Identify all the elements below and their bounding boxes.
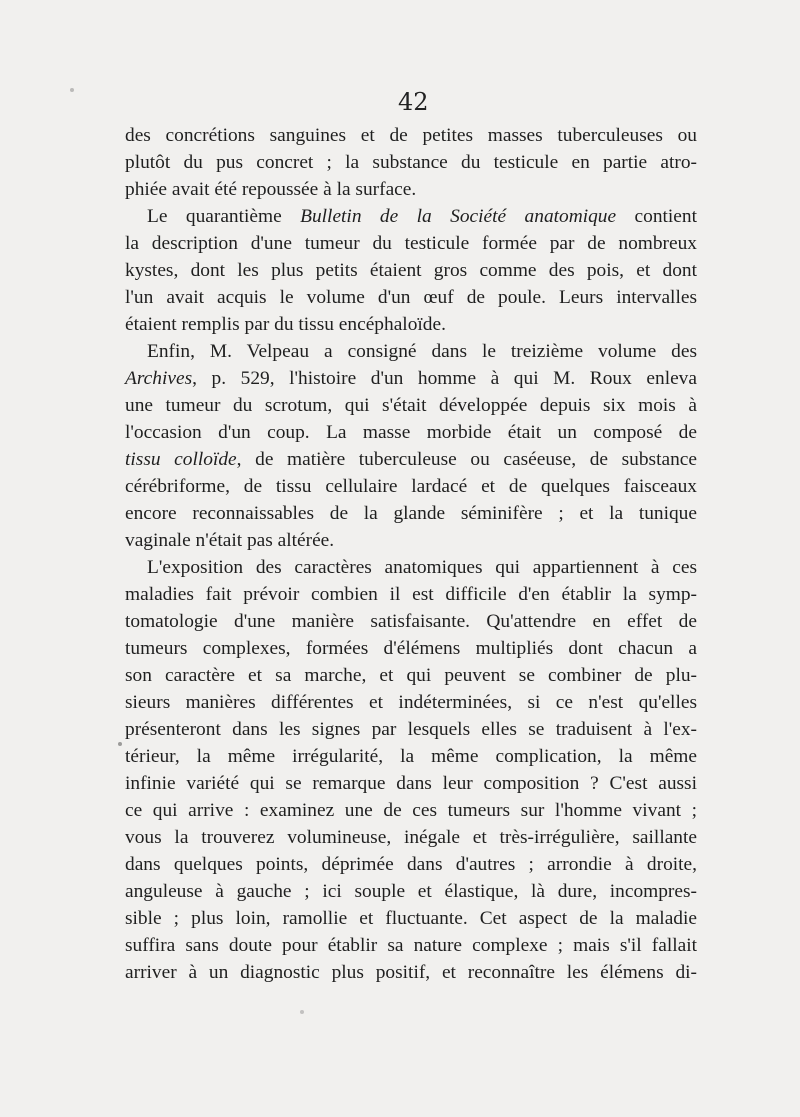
text-line (125, 716, 697, 743)
page-number: 42 (398, 88, 429, 116)
ink-speck (70, 88, 74, 92)
text-run: une tumeur du scrotum, qui s'était développée depuis six mois à (125, 395, 697, 416)
text-run: encore reconnaissables de la glande séminifère ; et la tunique (125, 503, 697, 524)
text-line (125, 176, 697, 203)
text-line (125, 392, 697, 419)
text-run: la description d'une tumeur du testicule formée par de nombreux (125, 233, 697, 254)
text-run: infinie variété qui se remarque dans leur composition ? C'est aussi (125, 773, 697, 794)
text-line (125, 662, 697, 689)
text-run: sieurs manières différentes et indéterminées, si ce n'est qu'elles (125, 692, 697, 713)
text-run: présenteront dans les signes par lesquels elles se traduisent à l'ex- (125, 719, 697, 740)
text-line (125, 878, 697, 905)
ink-speck (300, 1010, 304, 1014)
text-line (125, 122, 697, 149)
italic-text: Bulletin de la Société anatomique (300, 206, 617, 227)
text-run: anguleuse à gauche ; ici souple et élastique, là dure, incompres- (125, 881, 697, 902)
text-run: des concrétions sanguines et de petites masses tuberculeuses ou (125, 125, 697, 146)
text-line (125, 581, 697, 608)
text-run: l'occasion d'un coup. La masse morbide était un composé de (125, 422, 697, 443)
text-run: suffira sans doute pour établir sa nature complexe ; mais s'il fallait (125, 935, 697, 956)
text-run: ce qui arrive : examinez une de ces tumeurs sur l'homme vivant ; (125, 800, 697, 821)
text-run: son caractère et sa marche, et qui peuvent se combiner de plu- (125, 665, 697, 686)
text-run: phiée avait été repoussée à la surface. (125, 179, 417, 200)
text-line (125, 851, 697, 878)
text-line (125, 230, 697, 257)
text-line (125, 905, 697, 932)
italic-text: tissu colloïde (125, 449, 237, 470)
ink-speck (118, 742, 122, 746)
text-run: , de matière tuberculeuse ou caséeuse, de substance (236, 449, 698, 470)
text-line (125, 932, 697, 959)
text-line (125, 419, 697, 446)
text-run: tomatologie d'une manière satisfaisante. Qu'attendre en effet de (125, 611, 697, 632)
text-run: contient (616, 206, 697, 227)
italic-text: Archives (125, 368, 193, 389)
text-line (125, 959, 697, 986)
text-run: térieur, la même irrégularité, la même complication, la même (125, 746, 697, 767)
text-line (125, 554, 697, 581)
body-text (125, 122, 697, 986)
text-line (125, 689, 697, 716)
text-run: vous la trouverez volumineuse, inégale et très-irrégulière, saillante (125, 827, 697, 848)
text-run: étaient remplis par du tissu encéphaloïde. (125, 314, 446, 335)
text-run: sible ; plus loin, ramollie et fluctuante. Cet aspect de la maladie (125, 908, 697, 929)
text-line (125, 770, 697, 797)
text-run: L'exposition des caractères anatomiques qui appartiennent à ces (147, 557, 697, 578)
text-line (125, 257, 697, 284)
text-run: tumeurs complexes, formées d'élémens multipliés dont chacun a (125, 638, 697, 659)
text-line (125, 338, 697, 365)
text-run: plutôt du pus concret ; la substance du testicule en partie atro- (125, 152, 697, 173)
text-line (125, 500, 697, 527)
text-line (125, 797, 697, 824)
text-line (125, 527, 697, 554)
text-run: maladies fait prévoir combien il est difficile d'en établir la symp- (125, 584, 697, 605)
text-run: kystes, dont les plus petits étaient gros comme des pois, et dont (125, 260, 697, 281)
text-line (125, 446, 697, 473)
text-run: l'un avait acquis le volume d'un œuf de poule. Leurs intervalles (125, 287, 697, 308)
text-line (125, 608, 697, 635)
text-run: dans quelques points, déprimée dans d'autres ; arrondie à droite, (125, 854, 697, 875)
text-run: , p. 529, l'histoire d'un homme à qui M. Roux enleva (192, 368, 697, 389)
text-line (125, 365, 697, 392)
text-line (125, 473, 697, 500)
text-line (125, 203, 697, 230)
text-run: cérébriforme, de tissu cellulaire lardacé et de quelques faisceaux (125, 476, 697, 497)
text-line (125, 149, 697, 176)
text-run: vaginale n'était pas altérée. (125, 530, 335, 551)
text-run: arriver à un diagnostic plus positif, et reconnaître les élémens di- (125, 962, 697, 983)
text-run: Le quarantième (147, 206, 301, 227)
text-line (125, 311, 697, 338)
text-line (125, 284, 697, 311)
text-line (125, 743, 697, 770)
text-line (125, 824, 697, 851)
text-run: Enfin, M. Velpeau a consigné dans le treizième volume des (147, 341, 697, 362)
text-line (125, 635, 697, 662)
